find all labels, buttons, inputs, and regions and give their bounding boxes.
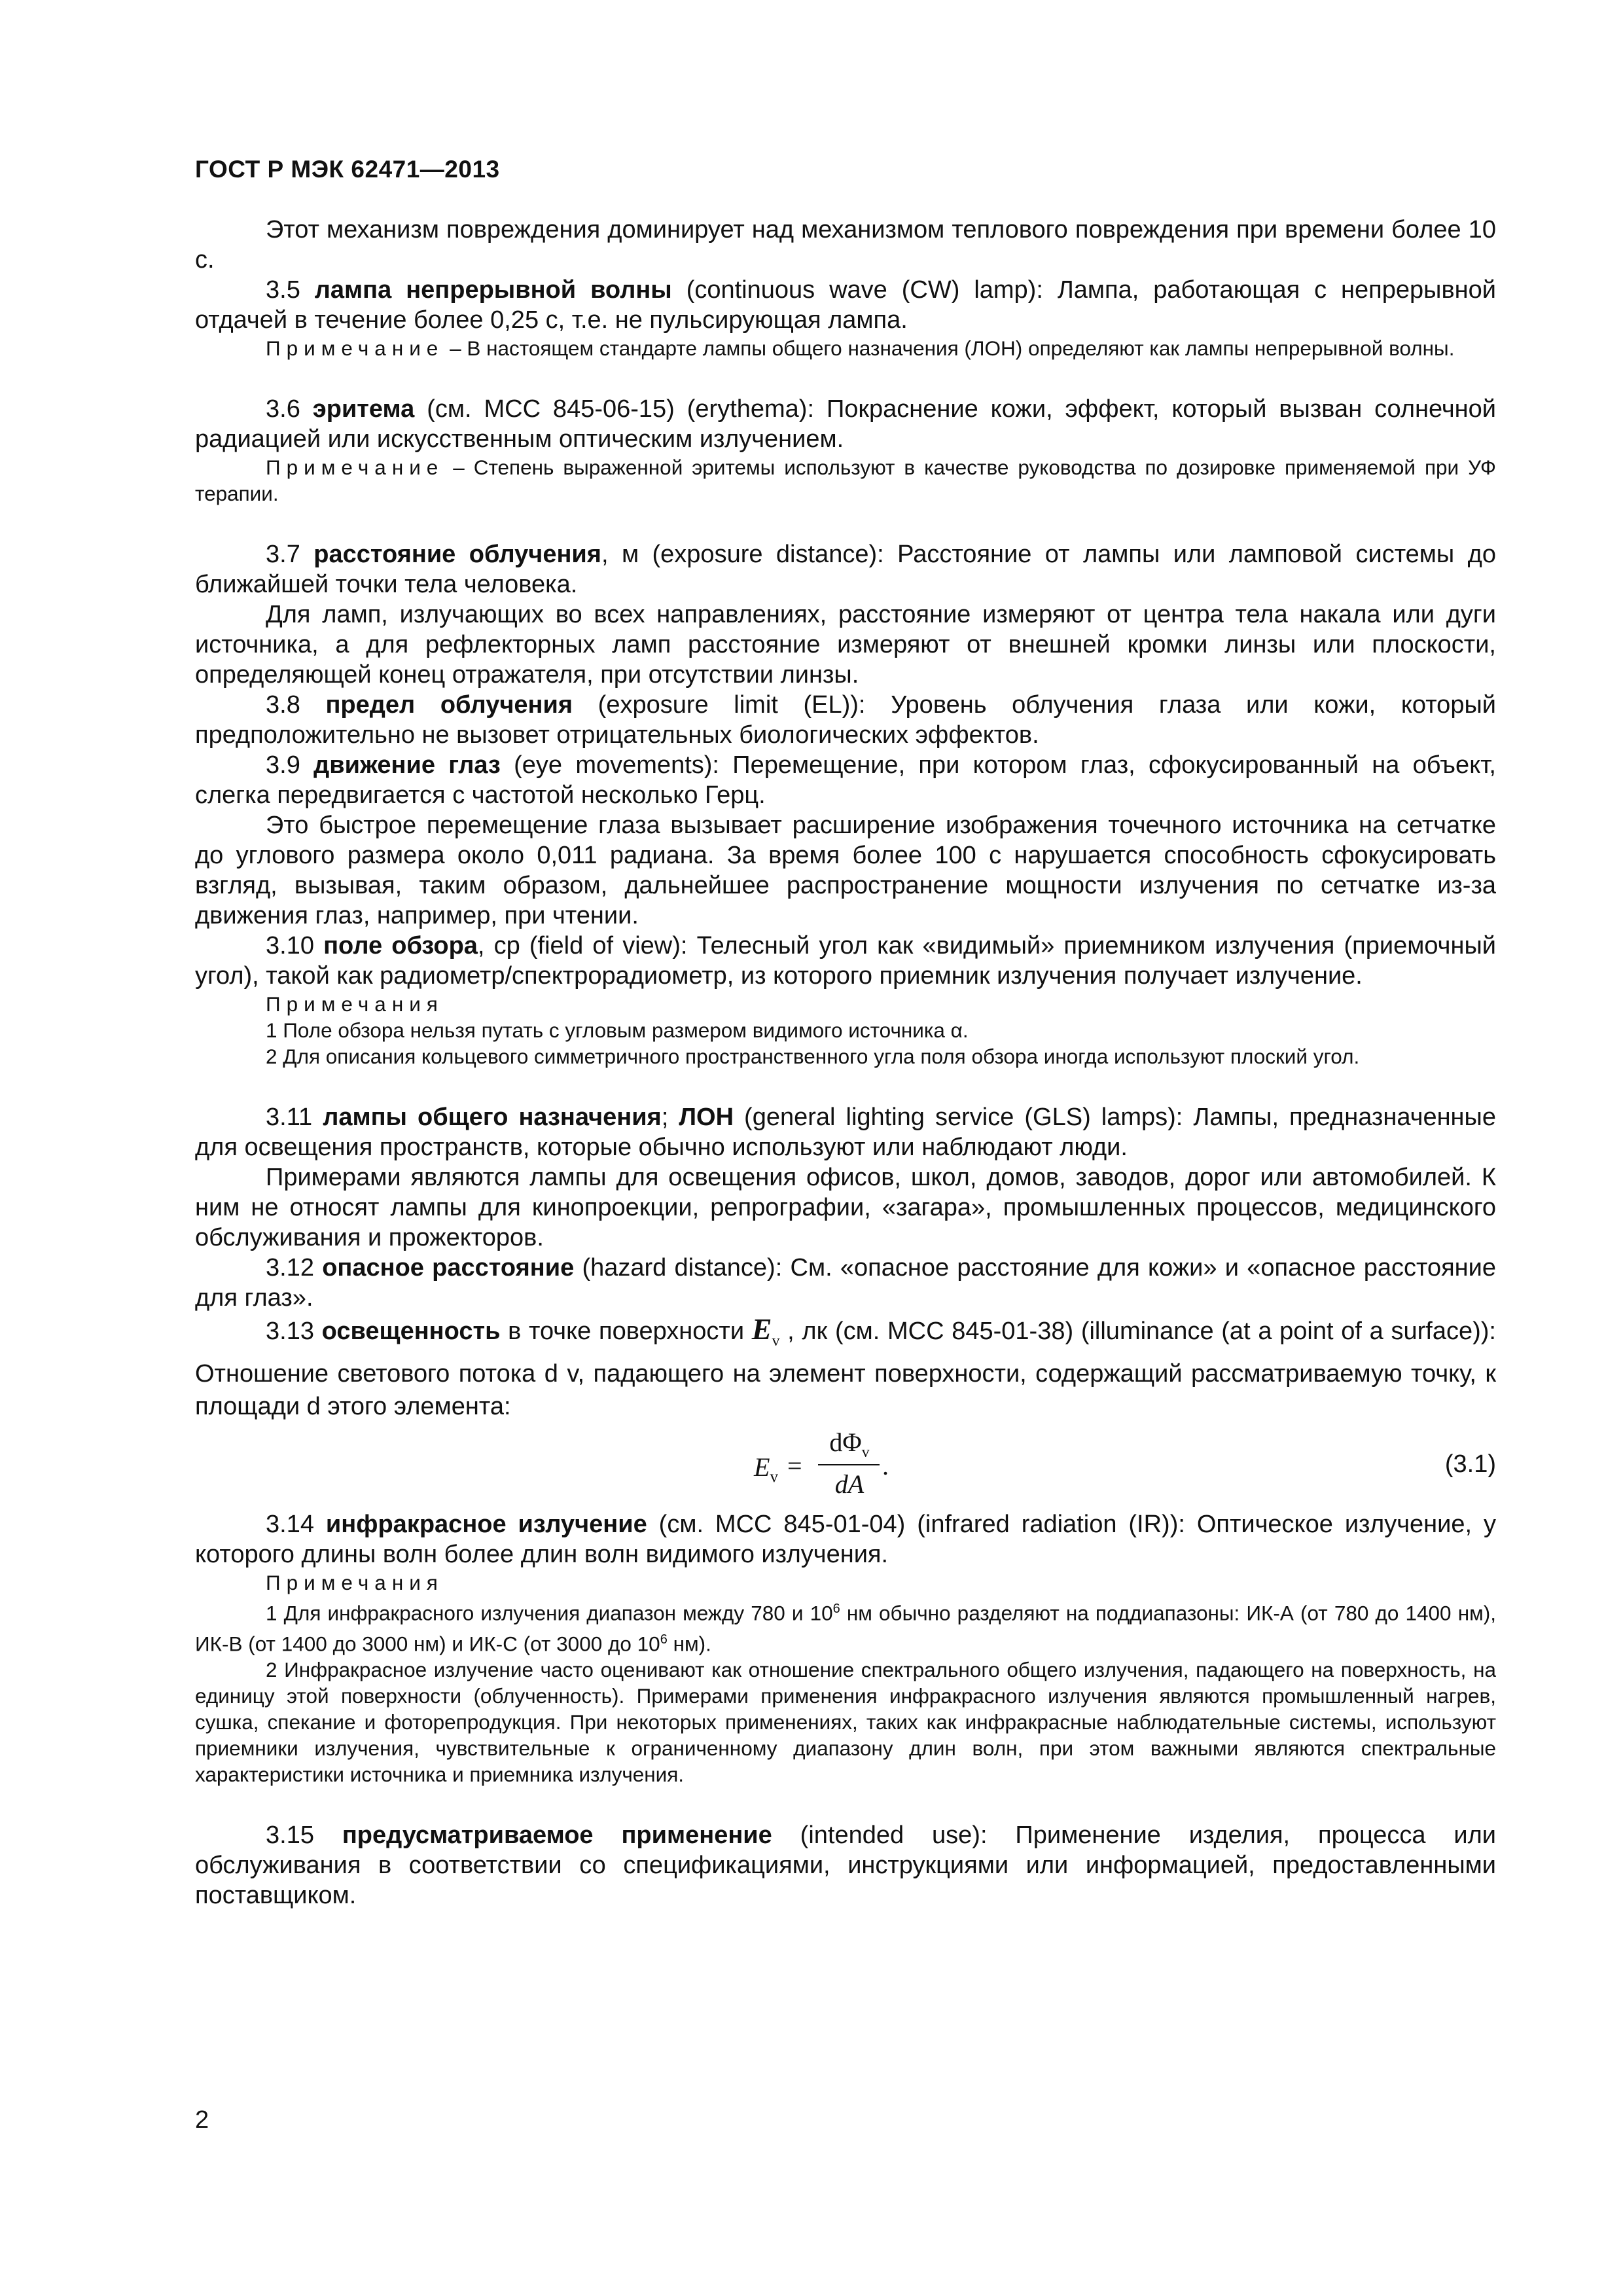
definition-text: (hazard distance): См. «опасное расстояние для кожи» и «опасное расстояние для глаз». [195,1254,1496,1312]
definition-text: , м (exposure distance): Расстояние от лампы или ламповой системы до ближайшей точки тела человека. [195,541,1496,598]
definition-text: (exposure limit (EL)): Уровень облучения глаза или кожи, который предположительно не вызовет отрицательных биологических эффектов. [195,691,1496,749]
definition-text: , cp (field of view): Телесный угол как «видимый» приемником излучения (приемочный угол), такой как радиометр/спектрорадиометр, из которого приемник излучения получает излучение. [195,932,1496,990]
definition-text: (intended use): Применение изделия, процесса или обслуживания в соответствии со спецификациями, инструкциями или информацией, предоставленными поставщиком. [195,1821,1496,1910]
term: предел облучения [325,691,573,719]
clause-number: 3.10 [266,932,324,960]
definition-3-12 [195,1253,1496,1313]
formula-equals: = [787,1451,802,1481]
note-3-10-2: 2 Для описания кольцевого симметричного пространственного угла поля обзора иногда используют плоский угол. [266,1045,1360,1068]
clause-number: 3.5 [266,276,315,304]
clause-number: 3.11 [266,1103,323,1131]
paragraph-3-7-detail: Для ламп, излучающих во всех направлениях, расстояние измеряют от центра тела накала или дуги источника, а для рефлекторных ламп расстояние измеряют от внешней кромки линзы или плоскости, определяющей конец отражателя, при отсутствии линзы. [195,601,1496,689]
note-3-14-2: 2 Инфракрасное излучение часто оценивают как отношение спектрального общего излучения, падающего на поверхность, на единицу этой поверхности (облученность). Примерами применения инфракрасного излучения являются промышленный нагрев, сушка, спекание и фоторепродукция. При некоторых применениях, таких как инфракрасные наблюдательные системы, используют приемники излучения, чувствительные к ограниченному диапазону длин волн, при этом важными являются спектральные характеристики источника и приемника излучения. [195,1658,1496,1787]
clause-number: 3.7 [266,541,314,568]
definition-text: (eye movements): Перемещение, при котором глаз, сфокусированный на объект, слегка передвигается с частотой несколько Герц. [195,751,1496,809]
paragraph-3-4-continuation: Этот механизм повреждения доминирует над механизмом теплового повреждения при времени более 10 с. [195,216,1496,274]
definition-text-a: в точке поверхности [500,1318,752,1345]
note-3-14-1: 1 Для инфракрасного излучения диапазон между 780 и $10^6$ нм обычно разделяют на поддиапазоны: ИК-А (от 780 до 1400 нм), ИК-В (от 1400 до 3000 нм) и ИК-С (от 3000 до $10^6$ нм). [195,1601,1496,1656]
term: движение глаз [313,751,501,779]
note-text: – Степень выраженной эритемы используют в качестве руководства по дозировке применяемой при УФ терапии. [195,456,1496,505]
notes-label-3-10 [195,991,1496,1017]
clause-number: 3.13 [266,1318,322,1345]
notes-label: Примечания [266,992,444,1016]
formula-lhs: $E_v$ [754,1452,778,1486]
definition-3-11 [195,1102,1496,1162]
clause-number: 3.15 [266,1821,342,1850]
definition-3-14 [195,1509,1496,1570]
paragraph-3-9-detail: Это быстрое перемещение глаза вызывает расширение изображения точечного источника на сетчатке до углового размера около 0,011 радиана. За время более 100 с нарушается способность сфокусировать взгляд, вызывая, таким образом, дальнейшее распространение мощности излучения по сетчатке из-за движения глаз, например, при чтении. [195,812,1496,929]
clause-number: 3.6 [266,395,313,423]
term: инфракрасное излучение [325,1511,647,1539]
definition-3-5 [195,275,1496,335]
term-separator: ; [661,1103,679,1131]
note-label: Примечание [266,456,444,479]
term: освещенность [321,1318,501,1345]
definition-text: (см. МСС 845-06-15) (erythema): Покраснение кожи, эффект, который вызван солнечной радиацией или искусственным оптическим излучением. [195,395,1496,453]
clause-number: 3.12 [266,1254,323,1282]
definition-text-b: , лк (см. МСС 845-01-38) (illuminance (at a point of a surface)): Отношение светового потока d v, падающего на элемент поверхности, содержащий рассматриваемую точку, к площади d этого элемента: [195,1318,1496,1421]
definition-3-8 [195,690,1496,750]
formula-end: . [882,1451,889,1481]
definition-text: (continuous wave (CW) lamp): Лампа, работающая с непрерывной отдачей в течение более 0,25 с, т.е. не пульсирующая лампа. [195,276,1496,334]
formula-denominator: dA [834,1469,865,1499]
notes-label: Примечания [266,1571,444,1595]
clause-number: 3.14 [266,1511,326,1539]
definition-3-10 [195,931,1496,991]
definition-3-6 [195,394,1496,454]
definition-3-9 [195,750,1496,810]
term: лампы общего назначения [323,1103,662,1131]
formula-numerator: $d\Phi_v$ [829,1427,870,1462]
note-3-10-1: 1 Поле обзора нельзя путать с угловым размером видимого источника α. [266,1018,969,1042]
document-header: ГОСТ Р МЭК 62471—2013 [195,156,500,183]
definition-3-15 [195,1820,1496,1910]
formula-3-1 [195,1426,1496,1509]
paragraph-3-11-detail: Примерами являются лампы для освещения офисов, школ, домов, заводов, дорог или автомобилей. К ним не относят лампы для кинопроекции, репрографии, «загара», промышленных процессов, медицинского обслуживания и прожекторов. [195,1164,1496,1251]
definition-text: (general lighting service (GLS) lamps): Лампы, предназначенные для освещения пространств, которые обычно используют или наблюдают люди. [195,1103,1496,1161]
note-3-5 [195,335,1496,361]
note-label: Примечание [266,336,444,360]
document-body [195,215,1496,1910]
formula-number: (3.1) [1444,1450,1496,1479]
term: поле обзора [323,932,478,960]
term: эритема [312,395,415,423]
term-abbreviation: ЛОН [679,1103,734,1131]
definition-text: (см. МСС 845-01-04) (infrared radiation (IR)): Оптическое излучение, у которого длины волн более длин волн видимого излучения. [195,1511,1496,1569]
definition-3-7 [195,539,1496,600]
clause-number: 3.8 [266,691,326,719]
term: предусматриваемое применение [342,1821,772,1850]
term: лампа непрерывной волны [314,276,672,304]
clause-number: 3.9 [266,751,314,779]
note-3-6 [195,454,1496,507]
notes-label-3-14 [195,1570,1496,1596]
illuminance-symbol: $E_v$ [751,1312,780,1350]
fraction-bar [818,1464,880,1465]
page-number: 2 [195,2106,209,2134]
definition-3-13 [195,1313,1496,1423]
term: расстояние облучения [313,541,601,568]
note-text: – В настоящем стандарте лампы общего назначения (ЛОН) определяют как лампы непрерывной волны. [444,336,1455,360]
term: опасное расстояние [322,1254,575,1282]
